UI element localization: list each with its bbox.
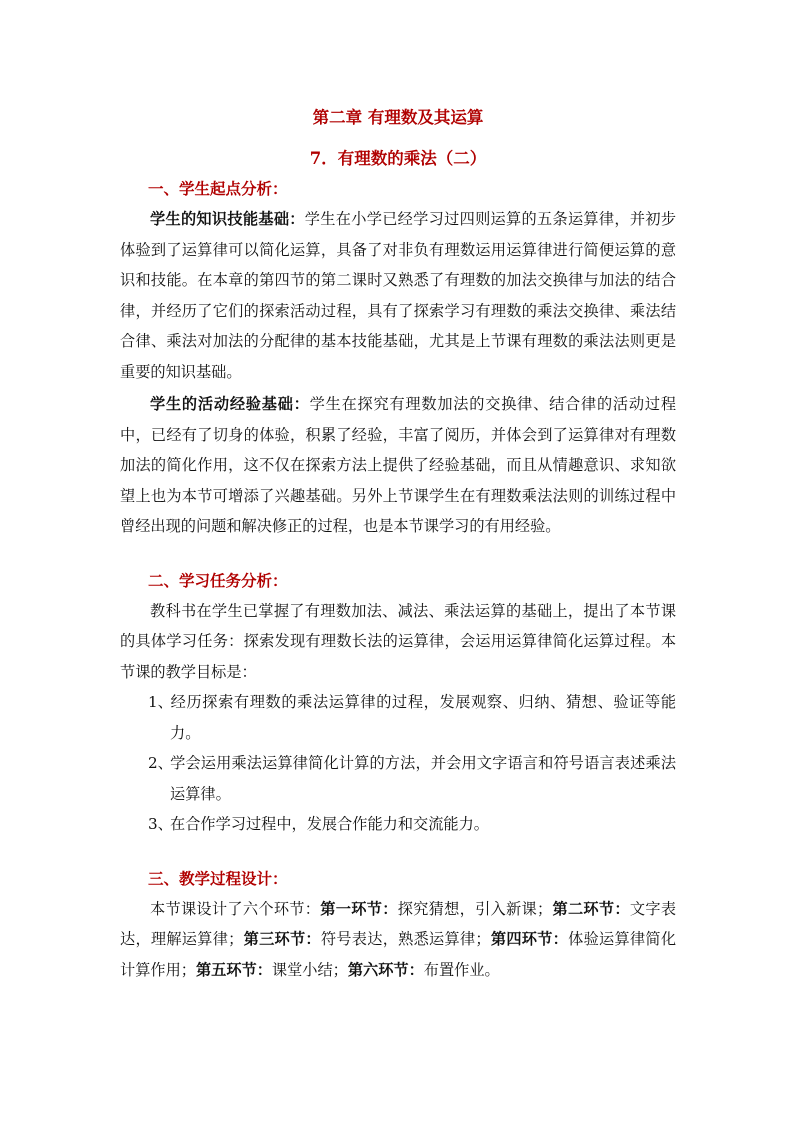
step-label: 第五环节： bbox=[195, 960, 272, 979]
step-text: 探究猜想，引入新课； bbox=[397, 899, 553, 918]
step-label: 第二环节： bbox=[552, 899, 630, 918]
step-text: 文字表达，理解运算律； bbox=[120, 899, 677, 948]
section-student-analysis bbox=[120, 174, 676, 542]
step-label: 第三环节： bbox=[243, 930, 321, 948]
paragraph-lead: 学生的活动经验基础： bbox=[150, 395, 310, 413]
step-text: 课堂小结； bbox=[271, 960, 348, 979]
paragraph-text: 学生在小学已经学习过四则运算的五条运算律，并初步体验到了运算律可以简化运算，具备了对非负有理数运用运算律进行简便运算的意识和技能。在本章的第四节的第二课时又熟悉了有理数的加法交换律与加法的结合律，并经历了它们的探索活动过程，具有了探索学习有理数的乘法交换律、乘法结合律、乘法对加法的分配律的基本技能基础，尤其是上节课有理数的乘法法则更是重要的知识基础。 bbox=[120, 210, 677, 381]
section-heading: 二、学习任务分析： bbox=[148, 570, 288, 590]
lesson-title: 7．有理数的乘法（二） bbox=[309, 149, 487, 168]
paragraph-task-intro: 教科书在学生已掌握了有理数加法、减法、乘法运算的基础上，提出了本节课的具体学习任务：探索发现有理数长法的运算律，会运用运算律简化运算过程。本节课的教学目标是： bbox=[120, 601, 676, 681]
paragraph-experience-base bbox=[120, 389, 676, 542]
list-item: 2、学会运用乘法运算律简化计算的方法，并会用文字语言和符号语言表述乘法运算律。 bbox=[148, 754, 676, 803]
step-text: 体验运算律简化计算作用； bbox=[120, 930, 677, 979]
section-heading: 三、教学过程设计： bbox=[148, 868, 288, 888]
chapter-title: 第二章 有理数及其运算 bbox=[312, 108, 484, 127]
list-item: 1、经历探索有理数的乘法运算律的过程，发展观察、归纳、猜想、验证等能力。 bbox=[148, 693, 676, 742]
paragraph-lead: 学生的知识技能基础： bbox=[150, 210, 305, 228]
section-task-analysis bbox=[120, 566, 676, 840]
list-item: 3、在合作学习过程中，发展合作能力和交流能力。 bbox=[148, 815, 489, 833]
step-label: 第四环节： bbox=[490, 930, 569, 948]
step-label: 第一环节： bbox=[320, 899, 398, 918]
objectives-list bbox=[120, 687, 676, 840]
document-page bbox=[120, 104, 676, 985]
paragraph-knowledge-base bbox=[120, 204, 676, 387]
step-text: 布置作业。 bbox=[423, 960, 500, 979]
paragraph-process-intro: 本节课设计了六个环节：第一环节：探究猜想，引入新课；第二环节：文字表达，理解运算律；第三环节：符号表达，熟悉运算律；第四环节：体验运算律简化计算作用；第五环节：课堂小结；第六环节：布置作业。 bbox=[120, 899, 677, 979]
section-teaching-process bbox=[120, 864, 676, 986]
paragraph-text: 学生在探究有理数加法的交换律、结合律的活动过程中，已经有了切身的体验，积累了经验，丰富了阅历，并体会到了运算律对有理数加法的简化作用，这不仅在探索方法上提供了经验基础，而且从情趣意识、求知欲望上也为本节可增添了兴趣基础。另外上节课学生在有理数乘法法则的训练过程中曾经出现的问题和解决修正的过程，也是本节课学习的有用经验。 bbox=[120, 395, 677, 535]
step-label: 第六环节： bbox=[347, 960, 424, 979]
step-text: 符号表达，熟悉运算律； bbox=[320, 930, 491, 948]
section-heading: 一、学生起点分析： bbox=[148, 179, 288, 198]
